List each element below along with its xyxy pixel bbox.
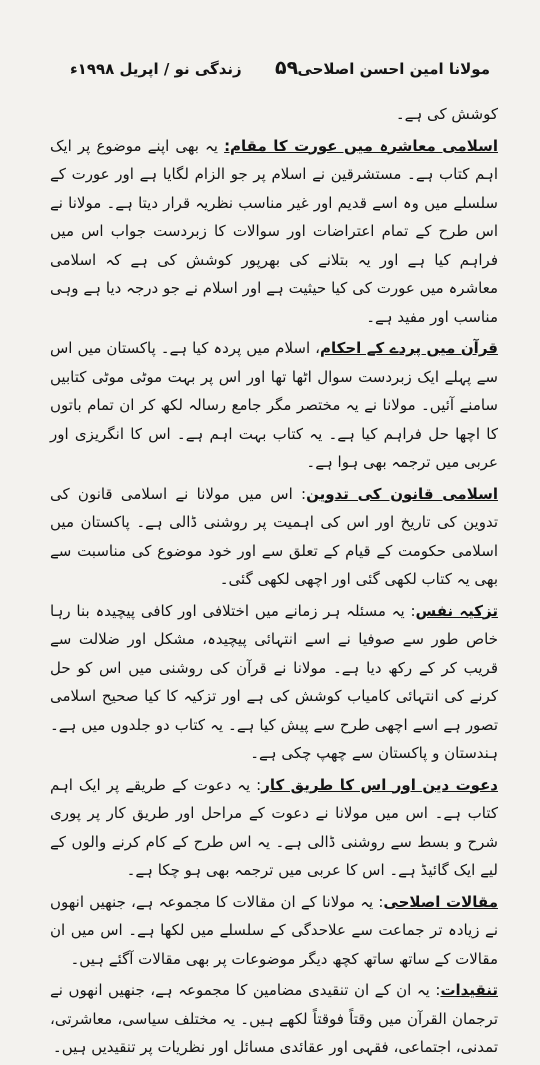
header-journal: زندگی نو / اپریل ۱۹۹۸ء: [70, 60, 242, 78]
paragraph: [50, 771, 498, 885]
paragraph: [50, 597, 498, 768]
book-title: اسلامی قانون کی تدوین: [306, 484, 498, 503]
book-title: دعوت دین اور اس کا طریق کار: [261, 775, 499, 794]
paragraph-text: : یہ مولانا کے ان مقالات کا مجموعہ ہے، جنھیں انھوں نے زیادہ تر جماعت سے علاحدگی کے سلسلے میں لکھا ہے۔ اس میں ان مقالات کے ساتھ ساتھ کچھ دیگر موضوعات پر بھی مقالات آگئے ہیں۔: [50, 892, 498, 968]
running-header: [70, 57, 490, 90]
book-title: قرآن میں پردے کے احکام: [319, 339, 498, 357]
header-author: مولانا امین احسن اصلاحی: [297, 60, 490, 78]
book-title: تنقیدات: [440, 981, 498, 999]
page-body: [50, 100, 498, 1065]
paragraph: [50, 334, 498, 477]
paragraph-text: یہ بھی اپنے موضوع پر ایک اہم کتاب ہے۔ مستشرقین نے اسلام پر جو الزام لگایا ہے اور عورت کے سلسلے میں وہ اسے قدیم اور غیر مناسب نظریہ قرار دیتا ہے۔ مولانا نے اس طرح کے تمام اعتراضات اور سوالات کا زبردست جواب اس میں فراہم کیا ہے اور یہ بتلانے کی بھرپور کوشش کی ہے کہ اسلامی معاشرہ میں عورت کی کیا حیثیت ہے اور اسلام نے جو درجہ دیا ہے وہی مناسب اور مفید ہے۔: [50, 136, 498, 326]
paragraph-text: کوشش کی ہے۔: [395, 105, 498, 123]
paragraph: [50, 976, 498, 1062]
book-title: اسلامی معاشرہ میں عورت کا مقام:: [224, 136, 498, 155]
paragraph-text: : اس میں مولانا نے اسلامی قانون کی تدوین کی تاریخ اور اس کی اہمیت پر روشنی ڈالی ہے۔ پاکستان میں اسلامی حکومت کے قیام کے تعلق سے اور خود موضوع کی مناسبت سے بھی یہ کتاب لکھی گئی اور اچھی لکھی گئی۔: [50, 484, 498, 588]
paragraph: [50, 888, 498, 974]
book-title: تزکیہ نفس: [415, 601, 498, 620]
paragraph-text: : یہ ان کے ان تنقیدی مضامین کا مجموعہ ہے، جنھیں انھوں نے ترجمان القرآن میں وقتاً فوقتاً لکھے ہیں۔ یہ مختلف سیاسی، معاشرتی، تمدنی، اجتماعی، فقہی اور عقائدی مسائل اور نظریات پر تنقیدیں ہیں۔: [50, 981, 498, 1056]
paragraph: [50, 480, 498, 594]
paragraph-text: : یہ مسئلہ ہر زمانے میں اختلافی اور کافی پیچیدہ بنا رہا خاص طور سے صوفیا نے اسے انتہائی پیچیدہ، مشکل اور ضلالت سے قریب کر کے رکھ دیا ہے۔ مولانا نے قرآن کی روشنی میں اس کو حل کرنے کی انتہائی کامیاب کوشش کی ہے اور تزکیہ کا کیا صحیح اسلامی تصور ہے اسے اچھی طرح سے پیش کیا ہے۔ یہ کتاب دو جلدوں میں ہے۔ ہندستان و پاکستان سے چھپ چکی ہے۔: [50, 601, 498, 762]
paragraph-text: ، اسلام میں پردہ کیا ہے۔ پاکستان میں اس سے پہلے ایک زبردست سوال اٹھا تھا اور اس پر بہت موٹی موٹی کتابیں سامنے آئیں۔ مولانا نے یہ مختصر مگر جامع رسالہ لکھ کر ان تمام باتوں کا اچھا حل فراہم کیا ہے۔ یہ کتاب بہت اہم ہے۔ اس کا انگریزی اور عربی میں ترجمہ بھی ہوا ہے۔: [50, 339, 498, 471]
paragraph: [50, 132, 498, 332]
page-number: ۵۹: [275, 57, 299, 79]
book-title: مقالات اصلاحی: [383, 892, 498, 911]
paragraph: [50, 100, 498, 129]
paragraph-text: : یہ دعوت کے طریقے پر ایک اہم کتاب ہے۔ اس میں مولانا نے دعوت کے مراحل اور طریق کار پر پوری شرح و بسط سے روشنی ڈالی ہے۔ یہ اس طرح کے کام کرنے والوں کے لیے ایک گائیڈ ہے۔ اس کا عربی میں ترجمہ بھی ہو چکا ہے۔: [50, 775, 498, 879]
